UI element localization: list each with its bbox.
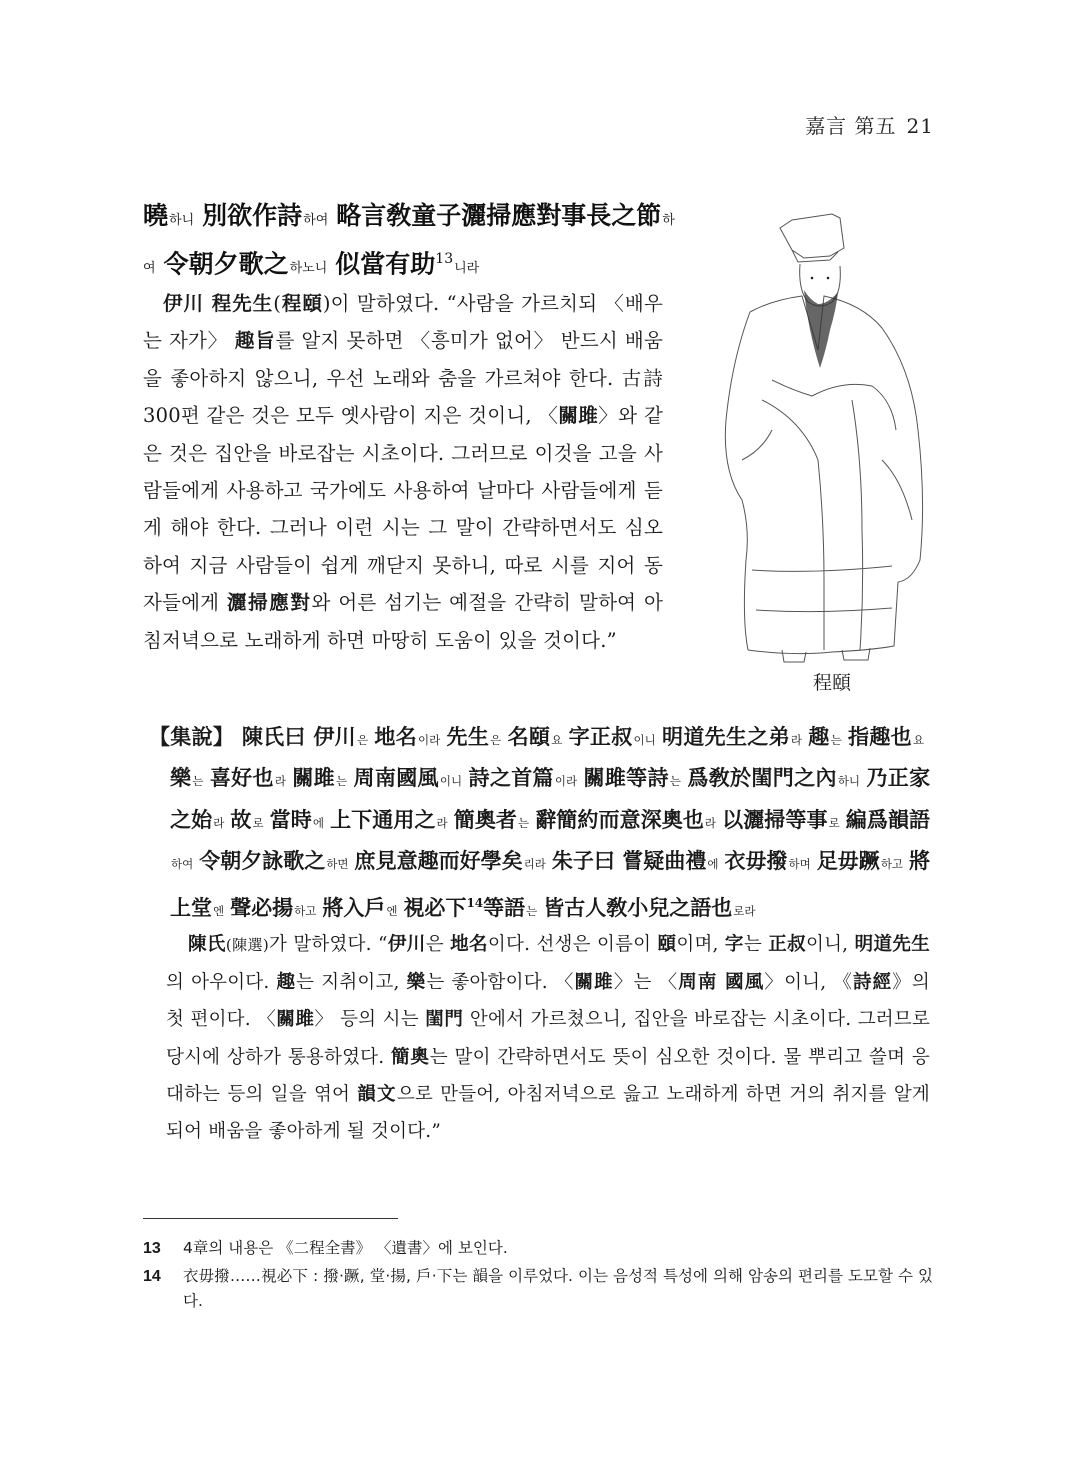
hanja-term: 明道先生 <box>854 934 931 955</box>
robe-left <box>725 312 750 650</box>
beard <box>804 290 838 368</box>
hangul-particle: 엔 <box>213 903 225 918</box>
hanja-term: 樂 <box>406 972 427 994</box>
hanja-term: 伊川 <box>387 934 426 955</box>
hangul-particle: 는 <box>336 774 348 789</box>
text-run: 》의 첫 편이다. 〈 <box>166 972 930 1031</box>
hangul-particle: 로 <box>828 815 840 830</box>
hangul-particle: 리라 <box>523 857 546 872</box>
hanja-phrase: 爲敎於閨門之內 <box>687 765 837 791</box>
hanja-phrase: 辭簡約而意深奧也 <box>535 806 704 832</box>
hanja-term: 程頤 <box>281 292 323 315</box>
hanja-phrase: 先生 <box>446 724 490 749</box>
text-run: 와 어른 섬기는 예절을 간략히 말하여 아침저녁으로 노래하게 하면 마땅히 도움이 있을 것이다.” <box>143 591 664 652</box>
hangul-particle: 은 <box>356 733 369 747</box>
hanja-phrase: 令朝夕詠歌之 <box>199 848 326 874</box>
hangul-particle: 는 <box>830 733 842 747</box>
hanja-phrase: 編爲韻語 <box>845 806 931 832</box>
hanja-phrase: 別欲作詩 <box>202 201 303 230</box>
hanja-phrase: 地名 <box>374 724 418 749</box>
hangul-particle: 하니 <box>837 774 861 789</box>
hanja-term: 簡奧 <box>391 1046 430 1068</box>
hanja-term: 灑掃應對 <box>226 591 312 615</box>
hanja-phrase: 樂 <box>170 765 192 791</box>
hanja-phrase: 以灑掃等事 <box>722 806 828 832</box>
hanja-term: 地名 <box>450 934 488 955</box>
hangul-particle: 요 <box>912 733 925 747</box>
hanja-term: 韻文 <box>357 1083 397 1105</box>
commentary-collected-explanations <box>149 718 931 930</box>
hanja-phrase: 當時 <box>269 806 312 832</box>
hanja-term: 伊川 程先生 <box>163 292 274 315</box>
korean-translation <box>143 285 663 659</box>
hangul-particle: 요 <box>551 733 563 747</box>
hanja-phrase: 庶見意趣而好學矣 <box>354 848 523 874</box>
hanja-term: 閨門 <box>425 1009 464 1031</box>
hanja-term: 關雎 <box>574 972 614 994</box>
hanja-phrase: 曉 <box>143 201 169 230</box>
hanja-phrase: 【集說】 陳氏曰 伊川 <box>149 724 356 749</box>
hangul-particle: 로 <box>252 815 264 830</box>
hangul-particle: 로라 <box>733 903 756 918</box>
footnote-ref: 14 <box>466 895 484 910</box>
hanja-term: 正叔 <box>768 934 807 955</box>
robe-right <box>750 296 923 582</box>
footnote-13 <box>143 1236 933 1261</box>
hanja-phrase: 視必下 <box>403 894 467 920</box>
hanja-term: 趣 <box>276 972 297 994</box>
hangul-particle: 에 <box>707 857 719 872</box>
hangul-particle: 라 <box>704 815 717 830</box>
hangul-particle: 이라 <box>418 733 441 747</box>
hanja-phrase: 故 <box>230 806 252 832</box>
footnote-divider <box>143 1218 398 1219</box>
hanja-phrase: 趣 <box>808 724 830 749</box>
hanja-phrase: 似當有助 <box>335 249 436 279</box>
footnote-number: 14 <box>143 1268 161 1285</box>
hangul-particle: 에 <box>312 815 324 830</box>
hangul-particle: 는 <box>526 903 538 918</box>
hangul-particle: 라 <box>274 774 286 789</box>
text-run: ( <box>273 292 282 315</box>
footnote-number: 13 <box>143 1240 161 1257</box>
hanja-phrase: 簡奧者 <box>453 806 517 832</box>
hangul-particle: 이니 <box>633 733 656 747</box>
hangul-particle: 엔 <box>386 903 398 918</box>
hanja-phrase: 皆古人敎小兒之語也 <box>543 894 733 920</box>
text-run: 가 말하였다. “ <box>268 934 388 955</box>
hanja-term: 趣旨 <box>234 329 276 353</box>
hangul-particle: 하여 <box>303 213 329 228</box>
hanja-term: 頤 <box>657 934 677 955</box>
text-run: 의 아우이다. <box>166 972 277 994</box>
hanja-term: 關雎 <box>558 404 599 428</box>
hat-outline <box>780 214 844 258</box>
footnote-14 <box>143 1264 933 1314</box>
hanja-term: 詩經 <box>852 972 893 994</box>
text-run: 〉 등의 시는 <box>314 1009 426 1031</box>
hanja-phrase: 足毋蹶 <box>816 848 880 874</box>
hangul-particle: 라 <box>436 815 448 830</box>
commentary-translation <box>166 926 930 1150</box>
hangul-particle: 하니 <box>169 213 195 228</box>
text-run: 은 <box>425 934 451 955</box>
hanja-phrase: 將入戶 <box>322 894 386 920</box>
hanja-phrase: 等語 <box>483 894 526 920</box>
portrait-illustration <box>712 200 948 670</box>
hangul-particle: 이니 <box>439 774 463 789</box>
hangul-particle: 니라 <box>454 261 480 277</box>
hangul-particle: 하면 <box>326 857 349 872</box>
hangul-particle: 라 <box>790 733 802 747</box>
text-run: 를 알지 못하면 〈흥미가 없어〉 반드시 배움을 좋아하지 않으니, 우선 노래와 춤을 가르쳐야 한다. <box>143 329 663 390</box>
text-run: 으로 만들어, 아침저녁으로 읊고 노래하게 하면 거의 취지를 알게 되어 배움을 좋아하게 될 것이다.” <box>166 1083 931 1143</box>
hangul-particle: 는 <box>192 774 204 789</box>
hanja-phrase: 聲必揚 <box>230 894 294 920</box>
text-run: 는 좋아함이다. 〈 <box>426 972 575 994</box>
text-run: 〉는 〈 <box>613 972 679 994</box>
hanja-phrase: 關雎 <box>291 765 336 791</box>
hanja-phrase: 關雎等詩 <box>583 765 669 791</box>
hangul-particle: 이라 <box>554 774 578 789</box>
hangul-particle: 하여 <box>171 857 194 872</box>
chapter-title: 嘉言 第五 <box>805 114 897 138</box>
hanja-phrase: 乃正家之始 <box>170 765 931 832</box>
text-run: 이다. 선생은 이름이 <box>487 934 658 955</box>
text-run: 는 <box>743 934 769 955</box>
hangul-particle: 라 <box>213 815 225 830</box>
hanja-term: 周南 國風 <box>678 972 765 994</box>
hanja-phrase: 衣毋撥 <box>724 848 788 874</box>
original-classical-text <box>143 196 683 288</box>
footnote-ref: 13 <box>435 251 454 267</box>
hanja-phrase: 字正叔 <box>568 724 633 749</box>
text-run: 는 지취이고, <box>296 972 407 994</box>
text-run: 〉이니, 《 <box>764 972 853 994</box>
hangul-particle: 하며 <box>788 857 811 872</box>
text-run: 이며, <box>676 934 725 955</box>
text-run: 古詩 300편 같은 것은 모두 옛사람이 지은 것이니, 〈 <box>143 366 664 428</box>
hanja-phrase: 明道先生之弟 <box>661 724 790 749</box>
hanja-phrase: 上下通用之 <box>329 806 436 832</box>
page-number: 21 <box>906 114 934 138</box>
hangul-particle: 하여 <box>143 213 675 277</box>
footnote-text: 衣毋撥……視必下 : 撥·蹶, 堂·揚, 戶·下는 韻을 이루었다. 이는 음성적 특성에 의해 암송의 편리를 도모할 수 있다. <box>183 1267 933 1310</box>
hanja-phrase: 喜好也 <box>209 765 274 791</box>
text-run: 안에서 가르쳤으니, 집안을 바로잡는 시초이다. 그러므로 당시에 상하가 통용하였다. <box>166 1009 931 1068</box>
hanja-phrase: 指趣也 <box>847 724 912 749</box>
hanja-term: 關雎 <box>276 1009 315 1031</box>
hangul-particle: 는 <box>669 774 681 789</box>
name-annotation: (陳選) <box>225 936 269 954</box>
hanja-term: 陳氏 <box>188 934 226 955</box>
text-run: )이 말하였다. “사람을 가르치되 〈배우는 자가〉 <box>143 292 663 353</box>
footnotes <box>143 1236 933 1317</box>
hanja-phrase: 令朝夕歌之 <box>163 249 289 279</box>
hangul-particle: 하노니 <box>289 261 328 277</box>
running-head <box>805 110 934 139</box>
portrait-caption: 程頤 <box>812 672 851 694</box>
hanja-phrase: 詩之首篇 <box>468 765 554 791</box>
hangul-particle: 는 <box>518 815 530 830</box>
hanja-phrase: 名頤 <box>507 724 551 749</box>
hanja-phrase: 朱子曰 嘗疑曲禮 <box>551 848 707 874</box>
footnote-text: 4章의 내용은 《二程全書》 〈遺書〉에 보인다. <box>183 1239 508 1257</box>
text-run: 는 말이 간략하면서도 뜻이 심오한 것이다. 물 뿌리고 쓸며 응대하는 등의 일을 엮어 <box>166 1046 930 1105</box>
hangul-particle: 하고 <box>294 903 317 918</box>
hangul-particle: 은 <box>490 733 502 747</box>
hanja-phrase: 周南國風 <box>353 765 439 791</box>
hangul-particle: 하고 <box>880 857 904 872</box>
text-run: 이니, <box>806 934 855 955</box>
hanja-term: 字 <box>724 934 744 955</box>
cheng-yi-portrait-drawing <box>712 200 948 670</box>
hanja-phrase: 將上堂 <box>170 848 931 920</box>
hanja-phrase: 略言敎童子灑掃應對事長之節 <box>336 201 662 230</box>
text-run: 〉와 같은 것은 집안을 바로잡는 시초이다. 그러므로 이것을 고을 사람들에게 사용하고 국가에도 사용하여 날마다 사람들에게 듣게 해야 한다. 그러나 이런 시는 그 말이 간략하면서도 심오하여 지금 사람들이 쉽게 깨닫지 못하니, 따로 시를 지어 동자들에게 <box>143 404 663 615</box>
